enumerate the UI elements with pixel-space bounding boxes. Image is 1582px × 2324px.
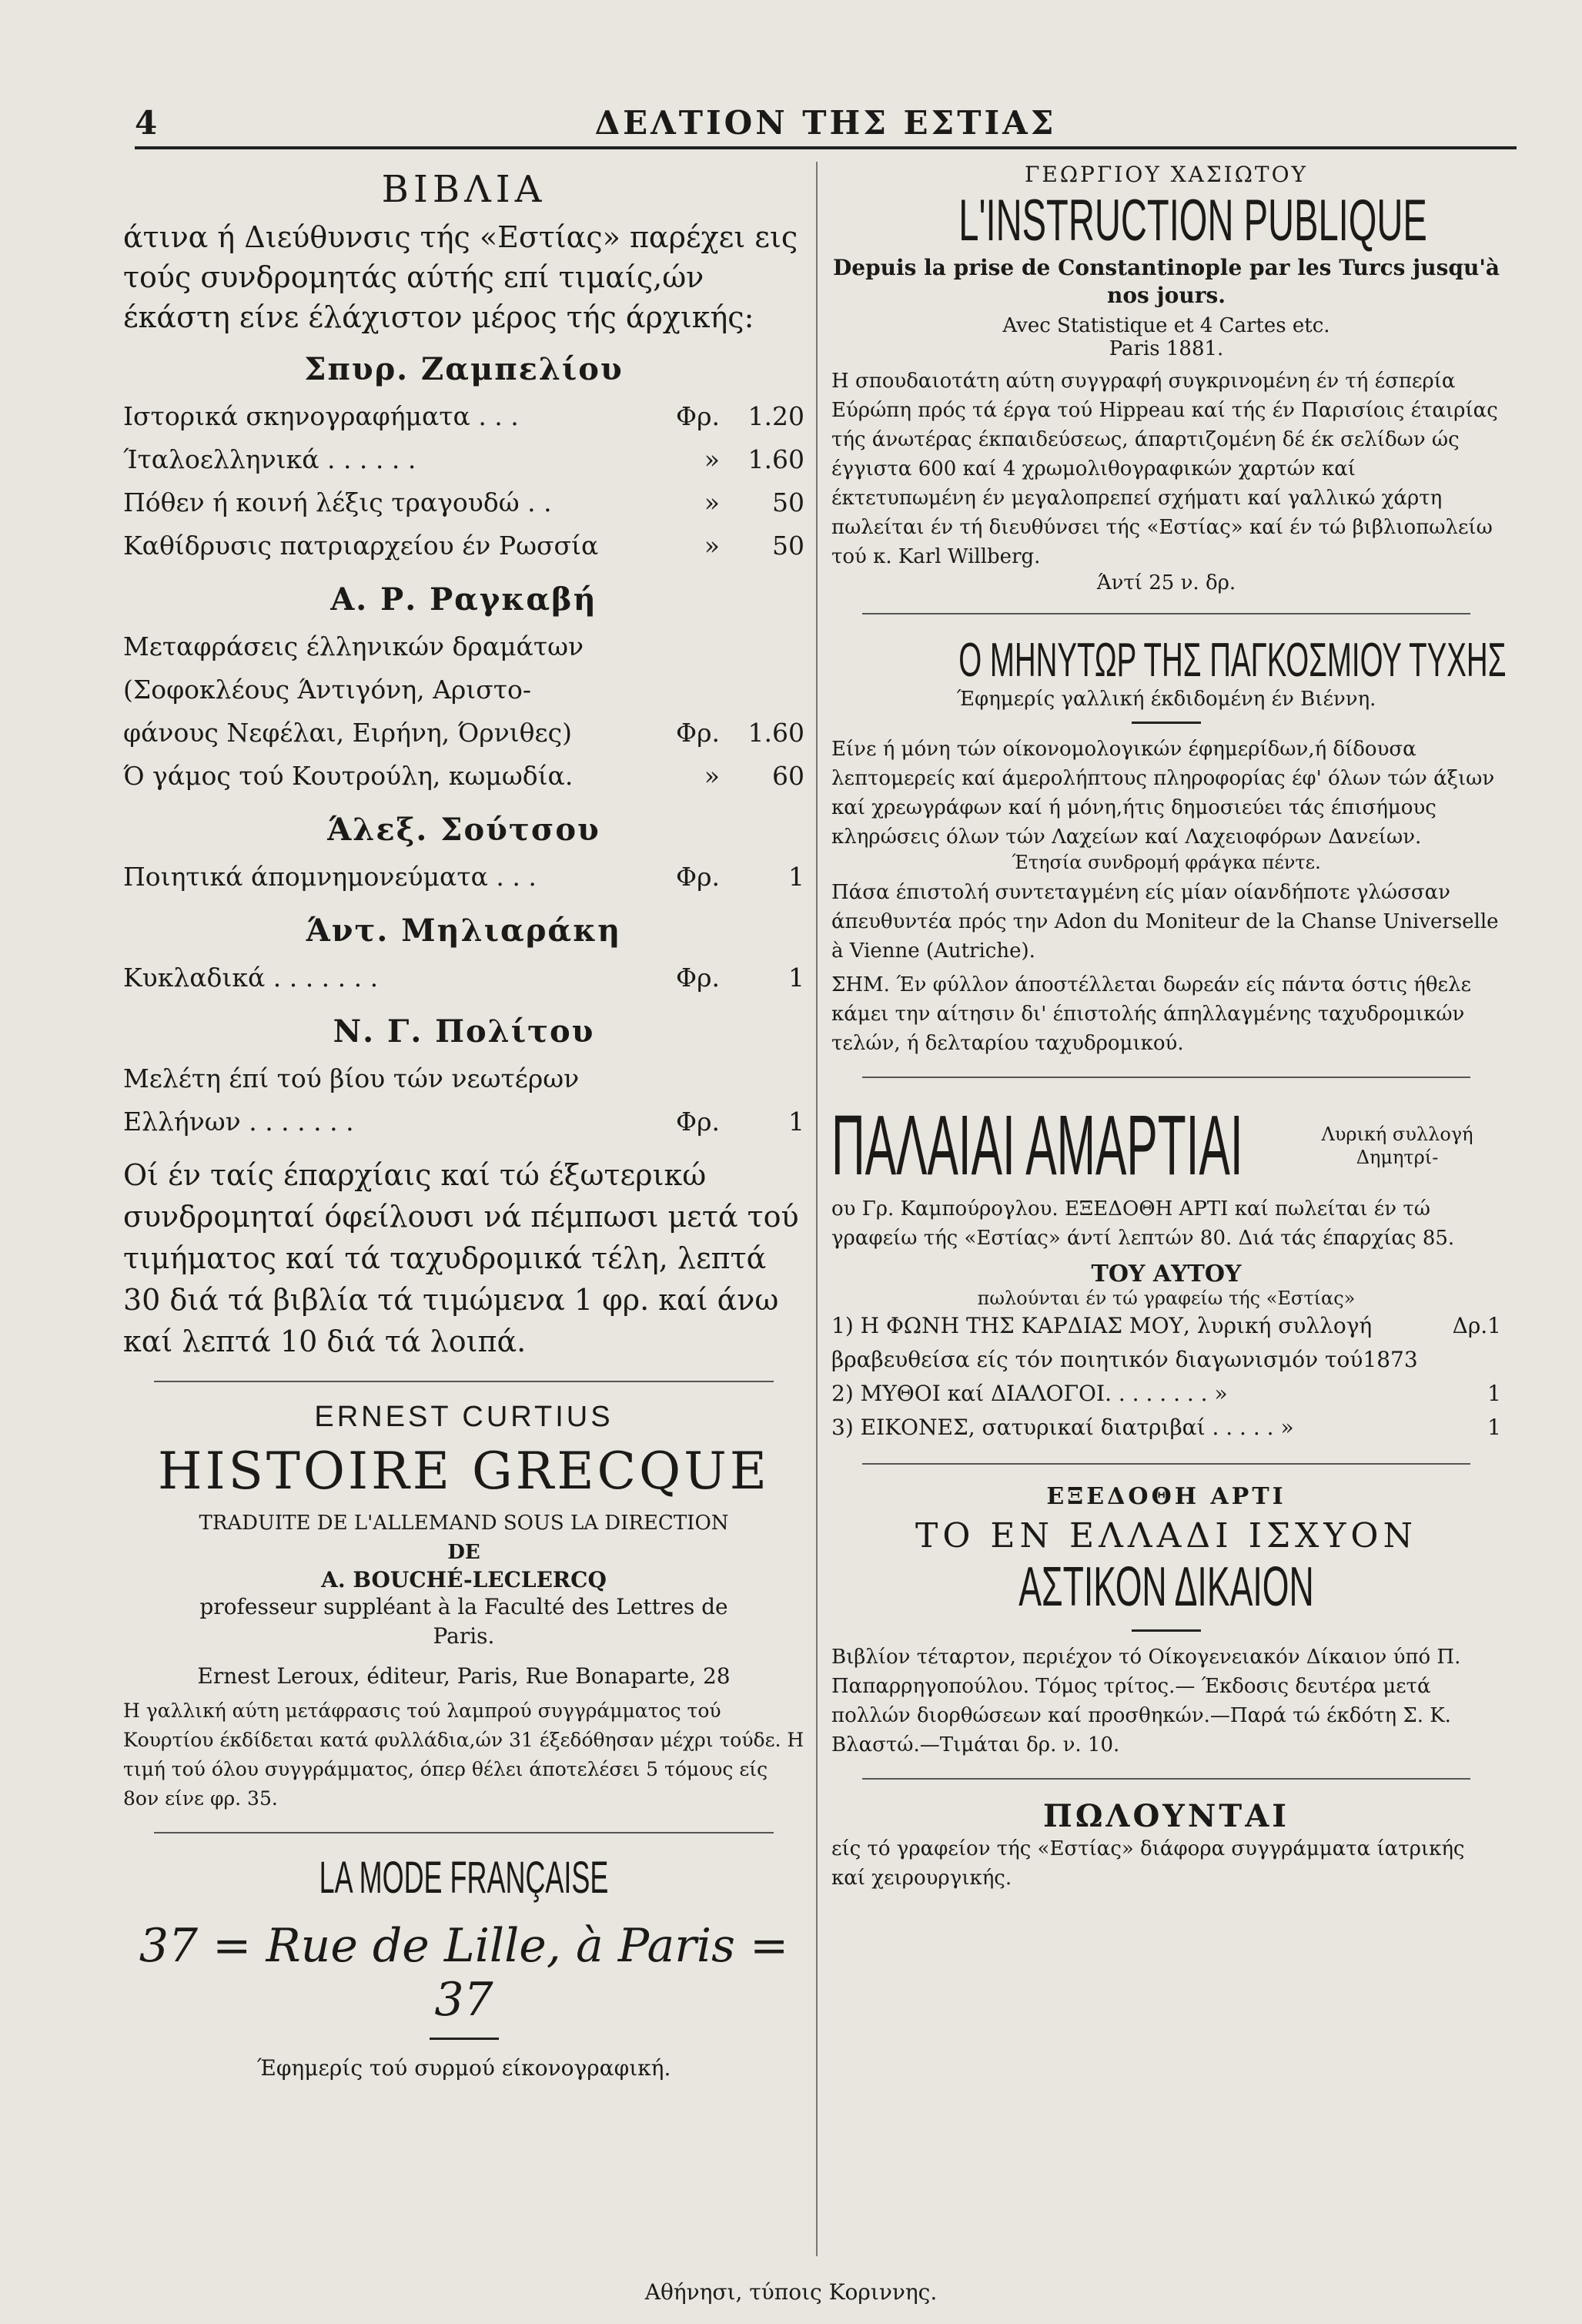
chasiotis-stat: Avec Statistique et 4 Cartes etc. — [1002, 314, 1330, 337]
left-column — [123, 162, 804, 2081]
book-row: Ό γάμος τού Κουτρούλη, κωμωδία. » 60 — [123, 761, 804, 791]
minitor-sub: Έφημερίς γαλλική έκδιδομένη έν Βιέννη. — [956, 688, 1376, 711]
divider — [154, 1381, 774, 1382]
astikon-kicker: ΕΞΕΔΟΘΗ ΑΡΤΙ — [1046, 1483, 1286, 1510]
palaiai-side: Λυρική συλλογή Δημητρί- — [1321, 1123, 1473, 1168]
author-heading: Άντ. Μηλιαράκη — [306, 913, 622, 949]
minitor-letters: Πάσα έπιστολή συντεταγμένη είς μίαν οίανδήποτε γλώσσαν άπευθυντέα πρός την Adon du Moniteur de la Chanse Universelle à Vienne (Autriche). — [831, 881, 1499, 963]
header-rule — [135, 146, 1517, 149]
chasiotis-text: Η σπουδαιοτάτη αύτη συγγραφή συγκρινομένη έν τή έσπερία Εύρώπη πρός τά έργα τού Hippeau καί τής έν Παρισίοις έταιρίας τής άνωτέρας έκπαιδεύσεως, άπαρτιζομένη δέ έκ σελίδων ώς έγγιστα 600 καί 4 χρωμολιθογραφικών χαρτών καί έκτετυπωμένη έν μεγαλοπρεπεί σχήματι καί γαλλικώ χάρτη πωλείται έν τή διευθύνσει τής «Εστίας» καί έν τώ βιβλιοπωλείω τού κ. Karl Willberg. — [831, 370, 1498, 568]
column-divider — [816, 162, 818, 2256]
polountai-ad — [831, 1798, 1501, 1893]
book-row: Μελέτη έπί τού βίου τών νεωτέρων — [123, 1063, 580, 1093]
curtius-ad — [123, 1401, 804, 1813]
curtius-role: professeur suppléant à la Faculté des Lettres de Paris. — [199, 1594, 728, 1649]
minitor-ad — [831, 633, 1507, 1058]
book-row: Μεταφράσεις έλληνικών δραμάτων — [123, 631, 584, 661]
author-heading: Ν. Γ. Πολίτου — [333, 1013, 595, 1050]
mode-caption: Έφημερίς τού συρμού είκονογραφική. — [256, 2055, 671, 2081]
palaiai-sub: πωλούνται έν τώ γραφείω τής «Εστίας» — [977, 1288, 1356, 1309]
right-column — [831, 162, 1507, 1893]
book-section — [123, 913, 804, 1000]
book-section — [123, 351, 804, 568]
polountai-title: ΠΩΛΟΥΝΤΑΙ — [1043, 1798, 1289, 1834]
minitor-note: ΣΗΜ. Έν φύλλον άποστέλλεται δωρεάν είς πάντα όστις ήθελε κάμει την αίτησιν δι' έπιστολής άπηλλαγμένης ταχυδρομικών τελών, ή δελταρίου ταχυδρομικού. — [831, 973, 1471, 1055]
divider — [1132, 1629, 1201, 1632]
author-heading: Α. Ρ. Ραγκαβή — [330, 581, 597, 618]
author-heading: Σπυρ. Ζαμπελίου — [304, 351, 624, 387]
subscriber-notice: Οί έν ταίς έπαρχίαις καί τώ έξωτερικώ συνδρομηταί όφείλουσι νά πέμπωσι μετά τού τιμήματος καί τά ταχυδρομικά τέλη, λεπτά 30 διά τά βιβλία τά τιμώμενα 1 φρ. καί άνω καί λεπτά 10 διά τά λοιπά. — [123, 1158, 799, 1358]
book-row: Κυκλαδικά . . . . . . . Φρ. 1 — [123, 963, 804, 993]
mode-ad — [123, 1852, 804, 2081]
biblia-title: ΒΙΒΛΙΑ — [381, 168, 547, 211]
book-row: Ίταλοελληνικά . . . . . . » 1.60 — [123, 444, 804, 474]
imprint: Αθήνησι, τύποις Κοριννης. — [644, 2279, 938, 2305]
minitor-title: Ο ΜΗΝΥΤΩΡ ΤΗΣ ΠΑΓΚΟΣΜΙΟΥ ΤΥΧΗΣ — [958, 634, 1507, 687]
divider — [862, 613, 1470, 614]
page-header — [135, 104, 1517, 142]
palaiai-ad — [831, 1097, 1501, 1445]
astikon-ad — [831, 1483, 1501, 1760]
chasiotis-ad — [831, 162, 1501, 594]
astikon-text: Βιβλίον τέταρτον, περιέχον τό Οίκογενειακόν Δίκαιον ύπό Π. Παπαρρηγοπούλου. Τόμος τρίτος.— Έκδοσις δευτέρα μετά πολλών διορθώσεων καί προσθηκών.—Παρά τώ έκδότη Σ. Κ. Βλαστώ.—Τιμάται δρ. ν. 10. — [831, 1646, 1461, 1756]
curtius-publisher: Ernest Leroux, éditeur, Paris, Rue Bonaparte, 28 — [197, 1663, 731, 1689]
list-item: 3) ΕΙΚΟΝΕΣ, σατυρικαί διατριβαί . . . . . » 1 — [831, 1415, 1501, 1440]
astikon-line2: ΑΣΤΙΚΟΝ ΔΙΚΑΙΟΝ — [1018, 1556, 1314, 1618]
minitor-text: Είνε ή μόνη τών οίκονομολογικών έφημερίδων,ή δίδουσα λεπτομερείς καί άμερολήπτους πληροφορίας έφ' όλων τών άξιων καί χρεωγράφων καί ή μόνη,ήτις δημοσιεύει τάς έπισήμους κληρώσεις όλων τών Λαχείων καί Λαχειοφόρων Δανείων. — [831, 738, 1495, 849]
book-row: (Σοφοκλέους Άντιγόνη, Αριστο- — [123, 675, 532, 705]
book-row: Καθίδρυσις πατριαρχείου έν Ρωσσία » 50 — [123, 531, 804, 561]
book-section — [123, 581, 804, 798]
chasiotis-title: L'INSTRUCTION PUBLIQUE — [958, 188, 1427, 253]
chasiotis-author: ΓΕΩΡΓΙΟΥ ΧΑΣΙΩΤΟΥ — [1024, 162, 1309, 187]
chasiotis-sub: Depuis la prise de Constantinople par les Turcs jusqu'à nos jours. — [832, 255, 1500, 308]
divider — [430, 2038, 499, 2040]
polountai-text: είς τό γραφείον τής «Εστίας» διάφορα συγγράμματα ίατρικής καί χειρουργικής. — [831, 1837, 1465, 1890]
book-row: Πόθεν ή κοινή λέξις τραγουδώ . . » 50 — [123, 487, 804, 517]
book-row: Ποιητικά άπομνημονεύματα . . . Φρ. 1 — [123, 862, 804, 892]
author-heading: Άλεξ. Σούτσου — [327, 812, 600, 848]
minitor-subscription: Έτησία συνδρομή φράγκα πέντε. — [1012, 852, 1321, 873]
book-row: Ελλήνων . . . . . . . Φρ. 1 — [123, 1107, 804, 1137]
palaiai-text: ου Γρ. Καμπούρογλου. ΕΞΕΔΟΘΗ ΑΡΤΙ καί πωλείται έν τώ γραφείω τής «Εστίας» άντί λεπτών 80. Διά τάς έπαρχίας 85. — [831, 1197, 1455, 1250]
divider — [862, 1077, 1470, 1078]
curtius-sub2: DE — [447, 1541, 480, 1564]
curtius-author: ERNEST CURTIUS — [314, 1401, 614, 1433]
divider — [154, 1832, 774, 1833]
list-item: 1) Η ΦΩΝΗ ΤΗΣ ΚΑΡΔΙΑΣ ΜΟΥ, λυρική συλλογή βραβευθείσα είς τόν ποιητικόν διαγωνισμόν τού1873 Δρ.1 — [831, 1313, 1501, 1372]
chasiotis-price: Άντί 25 ν. δρ. — [1096, 571, 1236, 594]
curtius-sub1: TRADUITE DE L'ALLEMAND SOUS LA DIRECTION — [199, 1512, 729, 1535]
divider — [862, 1778, 1470, 1780]
biblia-intro: άτινα ή Διεύθυνσις τής «Εστίας» παρέχει εις τούς συνδρομητάς αύτής επί τιμαίς,ών έκάστη είνε έλάχιστον μέρος τής άρχικής: — [123, 220, 798, 334]
chasiotis-city: Paris 1881. — [1109, 337, 1224, 360]
list-item: 2) ΜΥΘΟΙ καί ΔΙΑΛΟΓΟΙ. . . . . . . . » 1 — [831, 1381, 1501, 1406]
book-section — [123, 1013, 804, 1144]
curtius-translator: A. BOUCHÉ-LECLERCQ — [321, 1567, 607, 1592]
astikon-line1: ΤΟ ΕΝ ΕΛΛΑΔΙ ΙΣΧΥΟΝ — [915, 1516, 1418, 1555]
curtius-text: Η γαλλική αύτη μετάφρασις τού λαμπρού συγγράμματος τού Κουρτίου έκδίδεται κατά φυλλάδια,ών 31 έξεδόθησαν μέχρι τούδε. Η τιμή τού όλου συγγράμματος, όπερ θέλει άποτελέσει 5 τόμους είς 8ον είνε φρ. 35. — [123, 1699, 804, 1810]
curtius-title: HISTOIRE GRECQUE — [158, 1442, 770, 1501]
mode-address: 37 = Rue de Lille, à Paris = 37 — [139, 1919, 789, 2027]
page-number: 4 — [135, 104, 158, 142]
mode-title: LA MODE FRANÇAISE — [319, 1853, 609, 1903]
book-section — [123, 812, 804, 899]
book-row: Ιστορικά σκηνογραφήματα . . . Φρ. 1.20 — [123, 401, 804, 431]
book-row: φάνους Νεφέλαι, Ειρήνη, Όρνιθες) Φρ. 1.60 — [123, 718, 804, 748]
palaiai-heading: ΤΟΥ ΑΥΤΟΥ — [1091, 1261, 1242, 1288]
divider — [862, 1463, 1470, 1465]
newspaper-title: ΔΕΛΤΙΟΝ ΤΗΣ ΕΣΤΙΑΣ — [594, 104, 1057, 142]
palaiai-title: ΠΑΛΑΙΑΙ ΑΜΑΡΤΙΑΙ — [831, 1098, 1243, 1193]
divider — [1132, 722, 1201, 724]
